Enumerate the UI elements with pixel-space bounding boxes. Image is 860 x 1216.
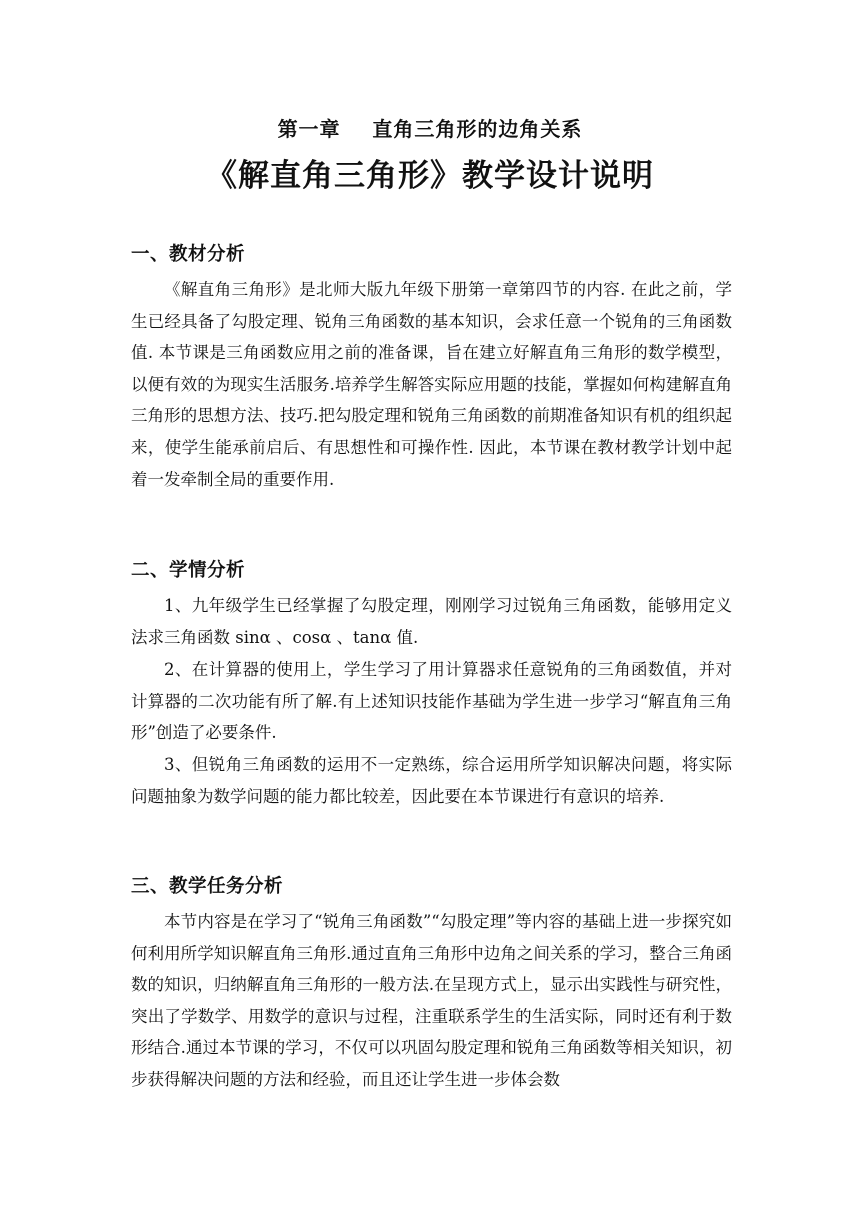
- chapter-heading: 第一章 直角三角形的边角关系: [277, 117, 583, 141]
- paragraph: 《解直角三角形》是北师大版九年级下册第一章第四节的内容. 在此之前，学生已经具备了勾股定理、锐角三角函数的基本知识，会求任意一个锐角的三角函数值. 本节课是三角函数应用之前的准备课，旨在建立好解直角三角形的数学模型，以便有效的为现实生活服务.培养学生解答实际应用题的技能，掌握如何构建解直角三角形的思想方法、技巧.把勾股定理和锐角三角函数的前期准备知识有机的组织起来，使学生能承前启后、有思想性和可操作性. 因此，本节课在教材教学计划中起着一发牵制全局的重要作用.: [131, 280, 732, 489]
- paragraph: 1、九年级学生已经掌握了勾股定理，刚刚学习过锐角三角函数，能够用定义法求三角函数 sinα 、cosα 、tanα 值.: [131, 596, 732, 647]
- paragraph: 2、在计算器的使用上，学生学习了用计算器求任意锐角的三角函数值，并对计算器的二次功能有所了解.有上述知识技能作基础为学生进一步学习“解直角三角形”创造了必要条件.: [131, 660, 732, 743]
- paragraph: 3、但锐角三角函数的运用不一定熟练，综合运用所学知识解决问题，将实际问题抽象为数学问题的能力都比较差，因此要在本节课进行有意识的培养.: [131, 755, 732, 806]
- section-heading-textbook-analysis: 一、教材分析: [131, 244, 246, 265]
- section-heading-student-analysis: 二、学情分析: [131, 560, 246, 581]
- paragraph: 本节内容是在学习了“锐角三角函数”“勾股定理”等内容的基础上进一步探究如何利用所学知识解直角三角形.通过直角三角形中边角之间关系的学习，整合三角函数的知识，归纳解直角三角形的一般方法.在呈现方式上，显示出实践性与研究性，突出了学数学、用数学的意识与过程，注重联系学生的生活实际，同时还有利于数形结合.通过本节课的学习，不仅可以巩固勾股定理和锐角三角函数等相关知识，初步获得解决问题的方法和经验，而且还让学生进一步体会数: [131, 912, 732, 1089]
- document-title: 《解直角三角形》教学设计说明: [206, 158, 654, 194]
- section-heading-task-analysis: 三、教学任务分析: [131, 876, 284, 897]
